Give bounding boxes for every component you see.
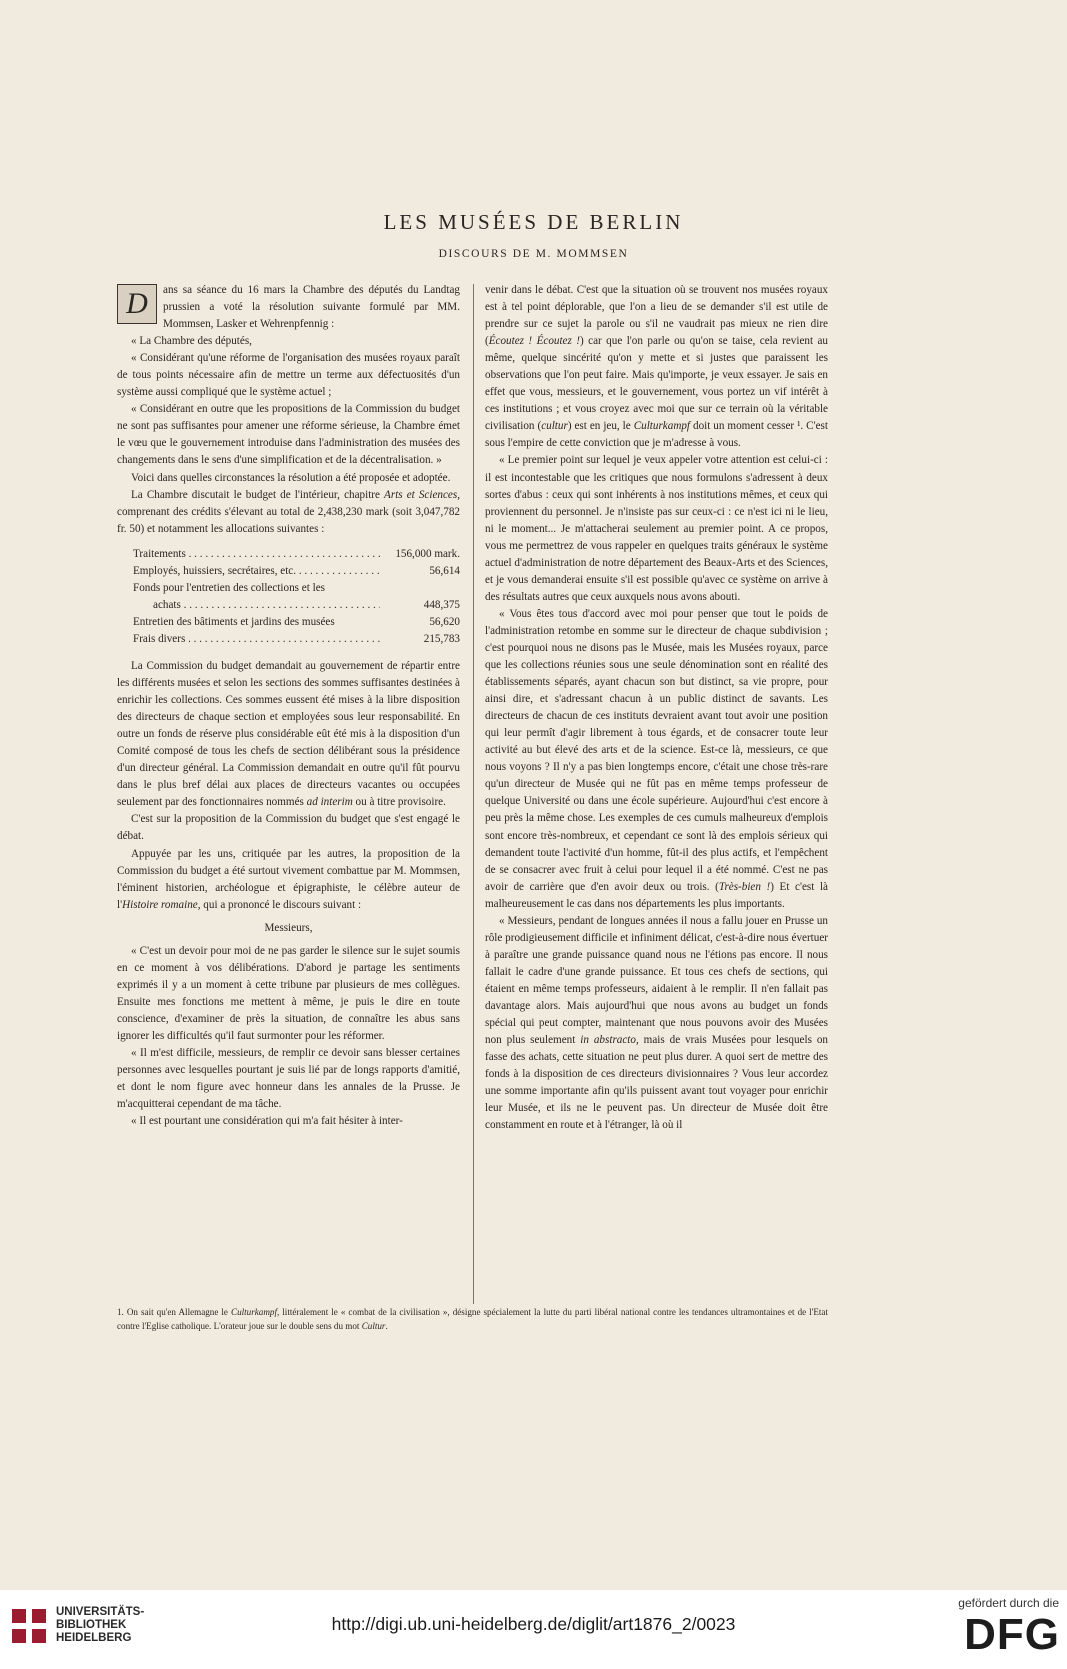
funding-note: gefördert durch die xyxy=(958,1596,1059,1610)
speech-paragraph: « Vous êtes tous d'accord avec moi pour penser que tout le poids de l'administration retombe en somme sur le directeur de chaque subdivision ; c'est pourquoi nous ne disons pas le Musée, mais les Musées royaux, parce que les collections réunies sous une seule dénomination sont en réalité des établissements séparés, ayant chacun son but distinct, sa vie propre, pour ainsi dire, et s'adressant chacun à un public distinct de savants. Les directeurs de chacun de ces instituts devraient avant tout avoir une position qui leur permît d'agir librement à tous égards, et de consacrer toute leur activité au but élevé des arts et de la science. Est-ce là, messieurs, ce que nous voyons ? Il n'y a pas bien longtemps encore, c'était une chose très-rare qu'un directeur de Musée qui ne fût pas en même temps professeur de quelque Université ou dans une école supérieure. Aujourd'hui c'est encore à peu près la même chose. Les exemples de ces cumuls malheureux d'emplois sont encore très-nombreux, et cependant ce sont là des emplois sérieux qui demandent toute l'activité d'un homme, fût-il des plus actifs, et l'empêchent de se consacrer avec fruit à celui pour lequel il a été nommé. C'est ne pas avoir de carrière que d'en avoir deux ou trois. (Très-bien !) Et c'est là malheureusement le cas dans nos départements les plus importants. xyxy=(485,607,828,910)
resolution-line: « La Chambre des députés, xyxy=(131,335,252,348)
budget-row: achats . . . 448,375 xyxy=(133,597,460,614)
permalink-url[interactable]: http://digi.ub.uni-heidelberg.de/diglit/art1876_2/0023 xyxy=(331,1614,736,1634)
dropcap-ornament: D xyxy=(117,284,157,324)
library-name-line: BIBLIOTHEK xyxy=(56,1619,127,1631)
paragraph: Appuyée par les uns, critiquée par les autres, la proposition de la Commission du budget a été surtout vivement combattue par M. Mommsen, l'éminent historien, archéologue et épigraphiste, le célèbre auteur de l'Histoire romaine, qui a prononcé le discours suivant : xyxy=(117,847,460,911)
budget-row: Employés, huissiers, secrétaires, etc. . . . 56,614 xyxy=(133,563,460,580)
intro-paragraph: D ans sa séance du 16 mars la Chambre des députés du Landtag prussien a voté la résolution suivante formulé par MM. Mommsen, Lasker et Wehrenpfennig : xyxy=(117,282,460,333)
budget-row: Frais divers . . . 215,783 xyxy=(133,631,460,648)
budget-row: Traitements . . . 156,000 mark. xyxy=(133,546,460,563)
paragraph: La Commission du budget demandait au gouvernement de répartir entre les différents musées et selon les sections des sommes suffisantes destinées à enrichir les collections. Ces sommes eussent été mises à la libre disposition des directeurs de chaque section et employées sous leur responsabilité. En outre un fonds de réserve plus considérable eût été mis à la disposition d'un Comité composé de tous les chefs de section délibérant sous la présidence d'un directeur général. La Commission demandait en outre qu'il fût pourvu dans le plus bref délai aux places de directeurs vacantes ou occupées seulement par des fonctionnaires nommés ad interim ou à titre provisoire. xyxy=(117,659,460,809)
budget-row: Fonds pour l'entretien des collections et les xyxy=(133,581,325,594)
speech-paragraph: « Il m'est difficile, messieurs, de remplir ce devoir sans blesser certaines personnes avec lesquelles pourtant je suis lié par de longs rapports d'amitié, et dont le nom figure avec honneur dans les annales de la Prusse. Je m'acquitterai cependant de ma tâche. xyxy=(117,1047,460,1111)
right-column xyxy=(485,282,828,1134)
dfg-logo[interactable]: DFG xyxy=(964,1610,1060,1659)
library-name-line: UNIVERSITÄTS- xyxy=(56,1606,145,1618)
speech-paragraph: venir dans le débat. C'est que la situation où se trouvent nos musées royaux est à tel point déplorable, que l'on a lieu de se demander s'il est utile de prendre sur ce sujet la parole ou s'il ne vaudrait pas mieux ne rien dire (Écoutez ! Écoutez !) car que l'on parle ou qu'on se taise, cela revient au même, quelque sincérité qu'on y mette et si justes que paraissent les observations que l'on peut faire. Mais qu'importe, je veux essayer. Je sais en effet que vous, messieurs, et le gouvernement, vous portez un vif intérêt à ces institutions ; et vous croyez avec moi que sur ce terrain où la véritable civilisation (cultur) est en jeu, le Culturkampf doit un moment cesser ¹. C'est sous l'empire de cette conviction que je m'adresse à vous. xyxy=(485,284,829,450)
library-name-line: HEIDELBERG xyxy=(56,1632,132,1644)
speech-paragraph: « C'est un devoir pour moi de ne pas garder le silence sur le sujet soumis en ce moment à vos délibérations. D'abord je partage les sentiments exprimés il y a un moment à cette tribune par plusieurs de mes collègues. Ensuite mes fonctions me mettent à même, je puis le dire en toute conscience, d'examiner de près la situation, de connaître les abus sans ignorer les difficultés qu'il faut surmonter pour les réformer. xyxy=(117,944,460,1042)
article-title: LES MUSÉES DE BERLIN xyxy=(383,210,684,234)
budget-table xyxy=(117,546,460,648)
article-subtitle: DISCOURS DE M. MOMMSEN xyxy=(438,248,629,260)
resolution-considerant-2: « Considérant en outre que les propositions de la Commission du budget ne sont pas suffisantes pour amener une réforme sérieuse, la Chambre émet le vœu que le gouvernement introduise dans l'administration des musées des changements dans le sens d'une simplification et de la décentralisation. » xyxy=(117,403,460,467)
paragraph: La Chambre discutait le budget de l'intérieur, chapitre Arts et Sciences, comprenant des crédits s'élevant au total de 2,438,230 mark (soit 3,047,782 fr. 50) et notamment les allocations suivantes : xyxy=(117,488,460,535)
paragraph: Voici dans quelles circonstances la résolution a été proposée et adoptée. xyxy=(131,471,451,484)
speech-salutation: Messieurs, xyxy=(264,921,313,934)
speech-paragraph: « Messieurs, pendant de longues années il nous a fallu jouer en Prusse un rôle prodigieusement difficile et infiniment délicat, c'est-à-dire nous évertuer à paraître une grande puissance quand nous ne l'étions pas encore. Il nous fallait le cadre d'une grande puissance. Et tous ces chefs de sections, qui étaient en même temps professeurs, aidaient à le remplir. Il n'en fallait pas davantage alors. Mais aujourd'hui que nous avons au budget un fonds spécial qui peut compter, maintenant que nous pouvons avoir des Musées non plus seulement in abstracto, mais de vrais Musées pour lesquels on fasse des achats, cette situation ne peut plus durer. A quoi sert de mettre des fonds à la disposition de ces directeurs divisionnaires ? Vous leur accordez une somme importante afin qu'ils puissent avant tout voyager pour enrichir leur Musée, et ils ne le peuvent pas. Un directeur de Musée doit être constamment en route et à l'étranger, là où il xyxy=(485,914,829,1132)
viewer-footer xyxy=(0,1590,1067,1669)
speech-paragraph: « Le premier point sur lequel je veux appeler votre attention est celui-ci : il est incontestable que les critiques que nous formulons s'adressent à deux sortes d'abus : ceux qui sont inhérents à nos institutions mêmes, et ceux qui proviennent du personnel. Je n'insiste pas sur ceux-ci : ce n'est ici ni le lieu, ni le moment... Je m'attacherai seulement au premier point. A ce propos, vous me permettrez de vous rappeler en quelques traits généraux le système actuel d'administration de notre département des Beaux-Arts et des Sciences, et je vous demanderai ensuite s'il est possible qu'avec ce système on arrive à des résultats autres que ceux auxquels nous avons abouti. xyxy=(485,454,828,603)
paragraph: C'est sur la proposition de la Commission du budget que s'est engagé le débat. xyxy=(117,813,460,843)
footnote: 1. On sait qu'en Allemagne le Culturkampf, littéralement le « combat de la civilisation », désigne spécialement la lutte du parti libéral national contre les tendances ultramontaines et de l'Etat contre l'Eglise catholique. L'orateur joue sur le double sens du mot Cultur. xyxy=(117,1307,828,1331)
left-column xyxy=(117,282,460,1130)
speech-paragraph: « Il est pourtant une considération qui m'a fait hésiter à inter- xyxy=(131,1115,403,1128)
resolution-considerant-1: « Considérant qu'une réforme de l'organisation des musées royaux paraît de tous points nécessaire afin de mettre un terme aux défectuosités d'un système aussi compliqué que le système actuel ; xyxy=(117,352,460,399)
budget-row: Entretien des bâtiments et jardins des musées 56,620 xyxy=(133,615,460,628)
column-divider xyxy=(473,284,474,1304)
